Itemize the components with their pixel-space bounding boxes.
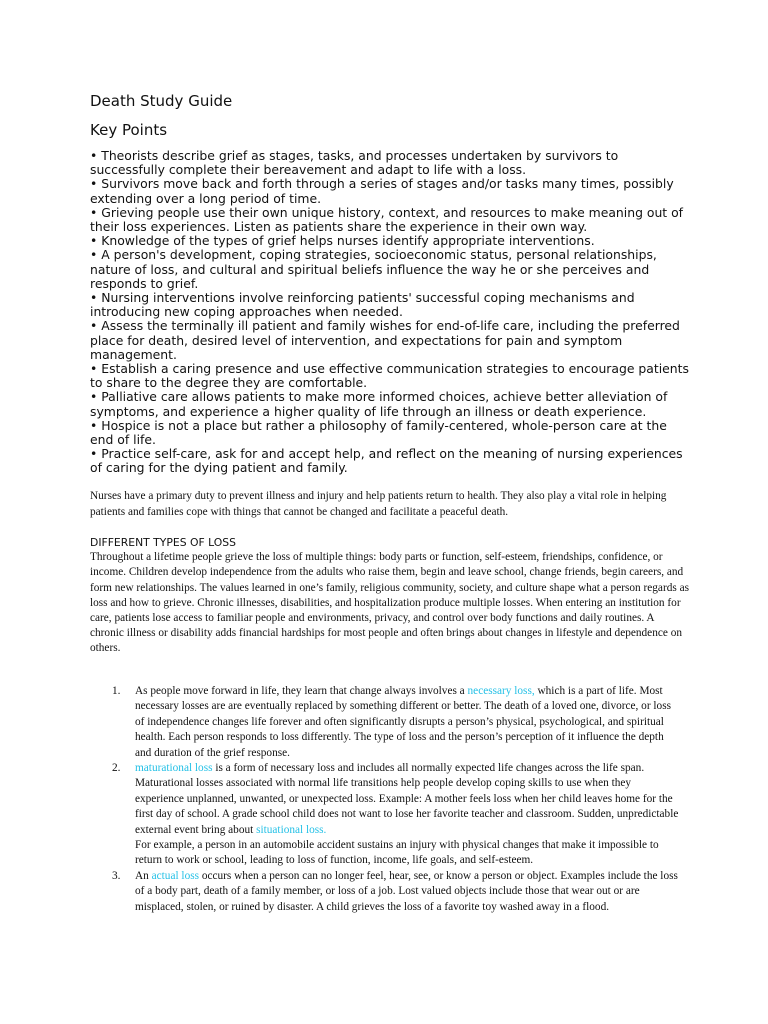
key-point: • Hospice is not a place but rather a philosophy of family-centered, whole-person care at the end of life.	[90, 417, 667, 448]
loss-types-list	[112, 684, 682, 915]
list-text: An	[135, 869, 152, 882]
key-points-list	[90, 149, 690, 476]
intro-paragraph: Nurses have a primary duty to prevent illness and injury and help patients return to health. They also play a vital role in helping patients and families cope with things that cannot be changed and facilitate a peaceful death.	[90, 490, 667, 518]
key-point: • Nursing interventions involve reinforcing patients' successful coping mechanisms and introducing new coping approaches when needed.	[90, 290, 635, 320]
list-text: For example, a person in an automobile accident sustains an injury with physical changes that make it impossible to return to work or school, leading to loss of function, income, life goals, and self-esteem.	[135, 839, 659, 867]
list-number: 3.	[112, 869, 121, 882]
key-point: • Theorists describe grief as stages, tasks, and processes undertaken by survivors to successfully complete their bereavement and adapt to life with a loss.	[90, 148, 619, 178]
key-point: • Knowledge of the types of grief helps nurses identify appropriate interventions.	[90, 233, 595, 249]
list-text: occurs when a person can no longer feel, hear, see, or know a person or object. Examples include the loss of a body part, death of a family member, or loss of a job. Lost valued objects include those that wear out or are misplaced, stolen, or ruined by disaster. A child grieves the loss of a favorite toy washed away in a flood.	[135, 869, 678, 913]
list-text: is a form of necessary loss and includes all normally expected life changes across the life span. Maturational losses associated with normal life transitions help people develop coping skills to use when they experience unplanned, unwanted, or unexpected loss. Example: A mother feels loss when her child leaves home for the first day of school. A grade school child does not want to lose her favorite teacher and classroom. Sudden, unpredictable external event bring about	[135, 762, 679, 836]
list-number: 2.	[112, 762, 121, 775]
key-point: • Assess the terminally ill patient and family wishes for end-of-life care, including the preferred place for death, desired level of intervention, and expectations for pain and symptom management.	[90, 318, 680, 362]
highlighted-term: actual loss	[151, 869, 200, 882]
highlighted-term: situational loss.	[256, 823, 327, 836]
list-text: which is a part of life. Most necessary losses are are eventually replaced by something different or better. The death of a loved one, divorce, or loss of independence changes life forever and often significantly disrupts a person’s physical, psychological, and spiritual health. Each person responds to loss differently. The type of loss and the person’s perception of it influence the depth and duration of the grief response.	[135, 685, 671, 759]
types-of-loss-body: Throughout a lifetime people grieve the loss of multiple things: body parts or function, self-esteem, friendships, confidence, or income. Children develop independence from the adults who raise them, begin and leave school, change friends, begin careers, and form new relationships. The values learned in one’s family, religious community, society, and culture shape what a person regards as loss and how to grieve. Chronic illnesses, disabilities, and hospitalization produce multiple losses. When entering an institution for care, patients lose access to familiar people and environments, privacy, and control over body functions and daily routines. A chronic illness or disability adds financial hardships for most people and often brings about changes in lifestyle and dependence on others.	[90, 551, 689, 655]
list-number: 1.	[112, 685, 121, 697]
list-item	[112, 761, 682, 869]
list-text: As people move forward in life, they learn that change always involves a	[135, 685, 468, 697]
key-point: • Survivors move back and forth through a series of stages and/or tasks many times, possibly extending over a long period of time.	[90, 176, 674, 206]
key-point: • Practice self-care, ask for and accept help, and reflect on the meaning of nursing experiences of caring for the dying patient and family.	[90, 446, 683, 476]
key-point: • A person's development, coping strategies, socioeconomic status, personal relationships, nature of loss, and cultural and spiritual beliefs influence the way he or she perceives and responds to grief.	[90, 247, 657, 291]
document-title: Death Study Guide	[90, 92, 233, 110]
section-heading-key-points: Key Points	[90, 121, 168, 139]
key-point: • Palliative care allows patients to make more informed choices, achieve better alleviation of symptoms, and experience a higher quality of life through an illness or death experience.	[90, 389, 668, 419]
key-point: • Establish a caring presence and use effective communication strategies to encourage patients to share to the degree they are comfortable.	[90, 361, 689, 391]
list-item	[112, 684, 682, 761]
list-item	[112, 869, 682, 915]
highlighted-term: maturational loss	[135, 762, 213, 775]
types-of-loss-section	[90, 535, 690, 657]
highlighted-term: necessary loss,	[467, 685, 535, 697]
key-point: • Grieving people use their own unique history, context, and resources to make meaning out of their loss experiences. Listen as patients share the experience in their own way.	[90, 204, 684, 235]
types-of-loss-heading: DIFFERENT TYPES OF LOSS	[90, 536, 236, 549]
